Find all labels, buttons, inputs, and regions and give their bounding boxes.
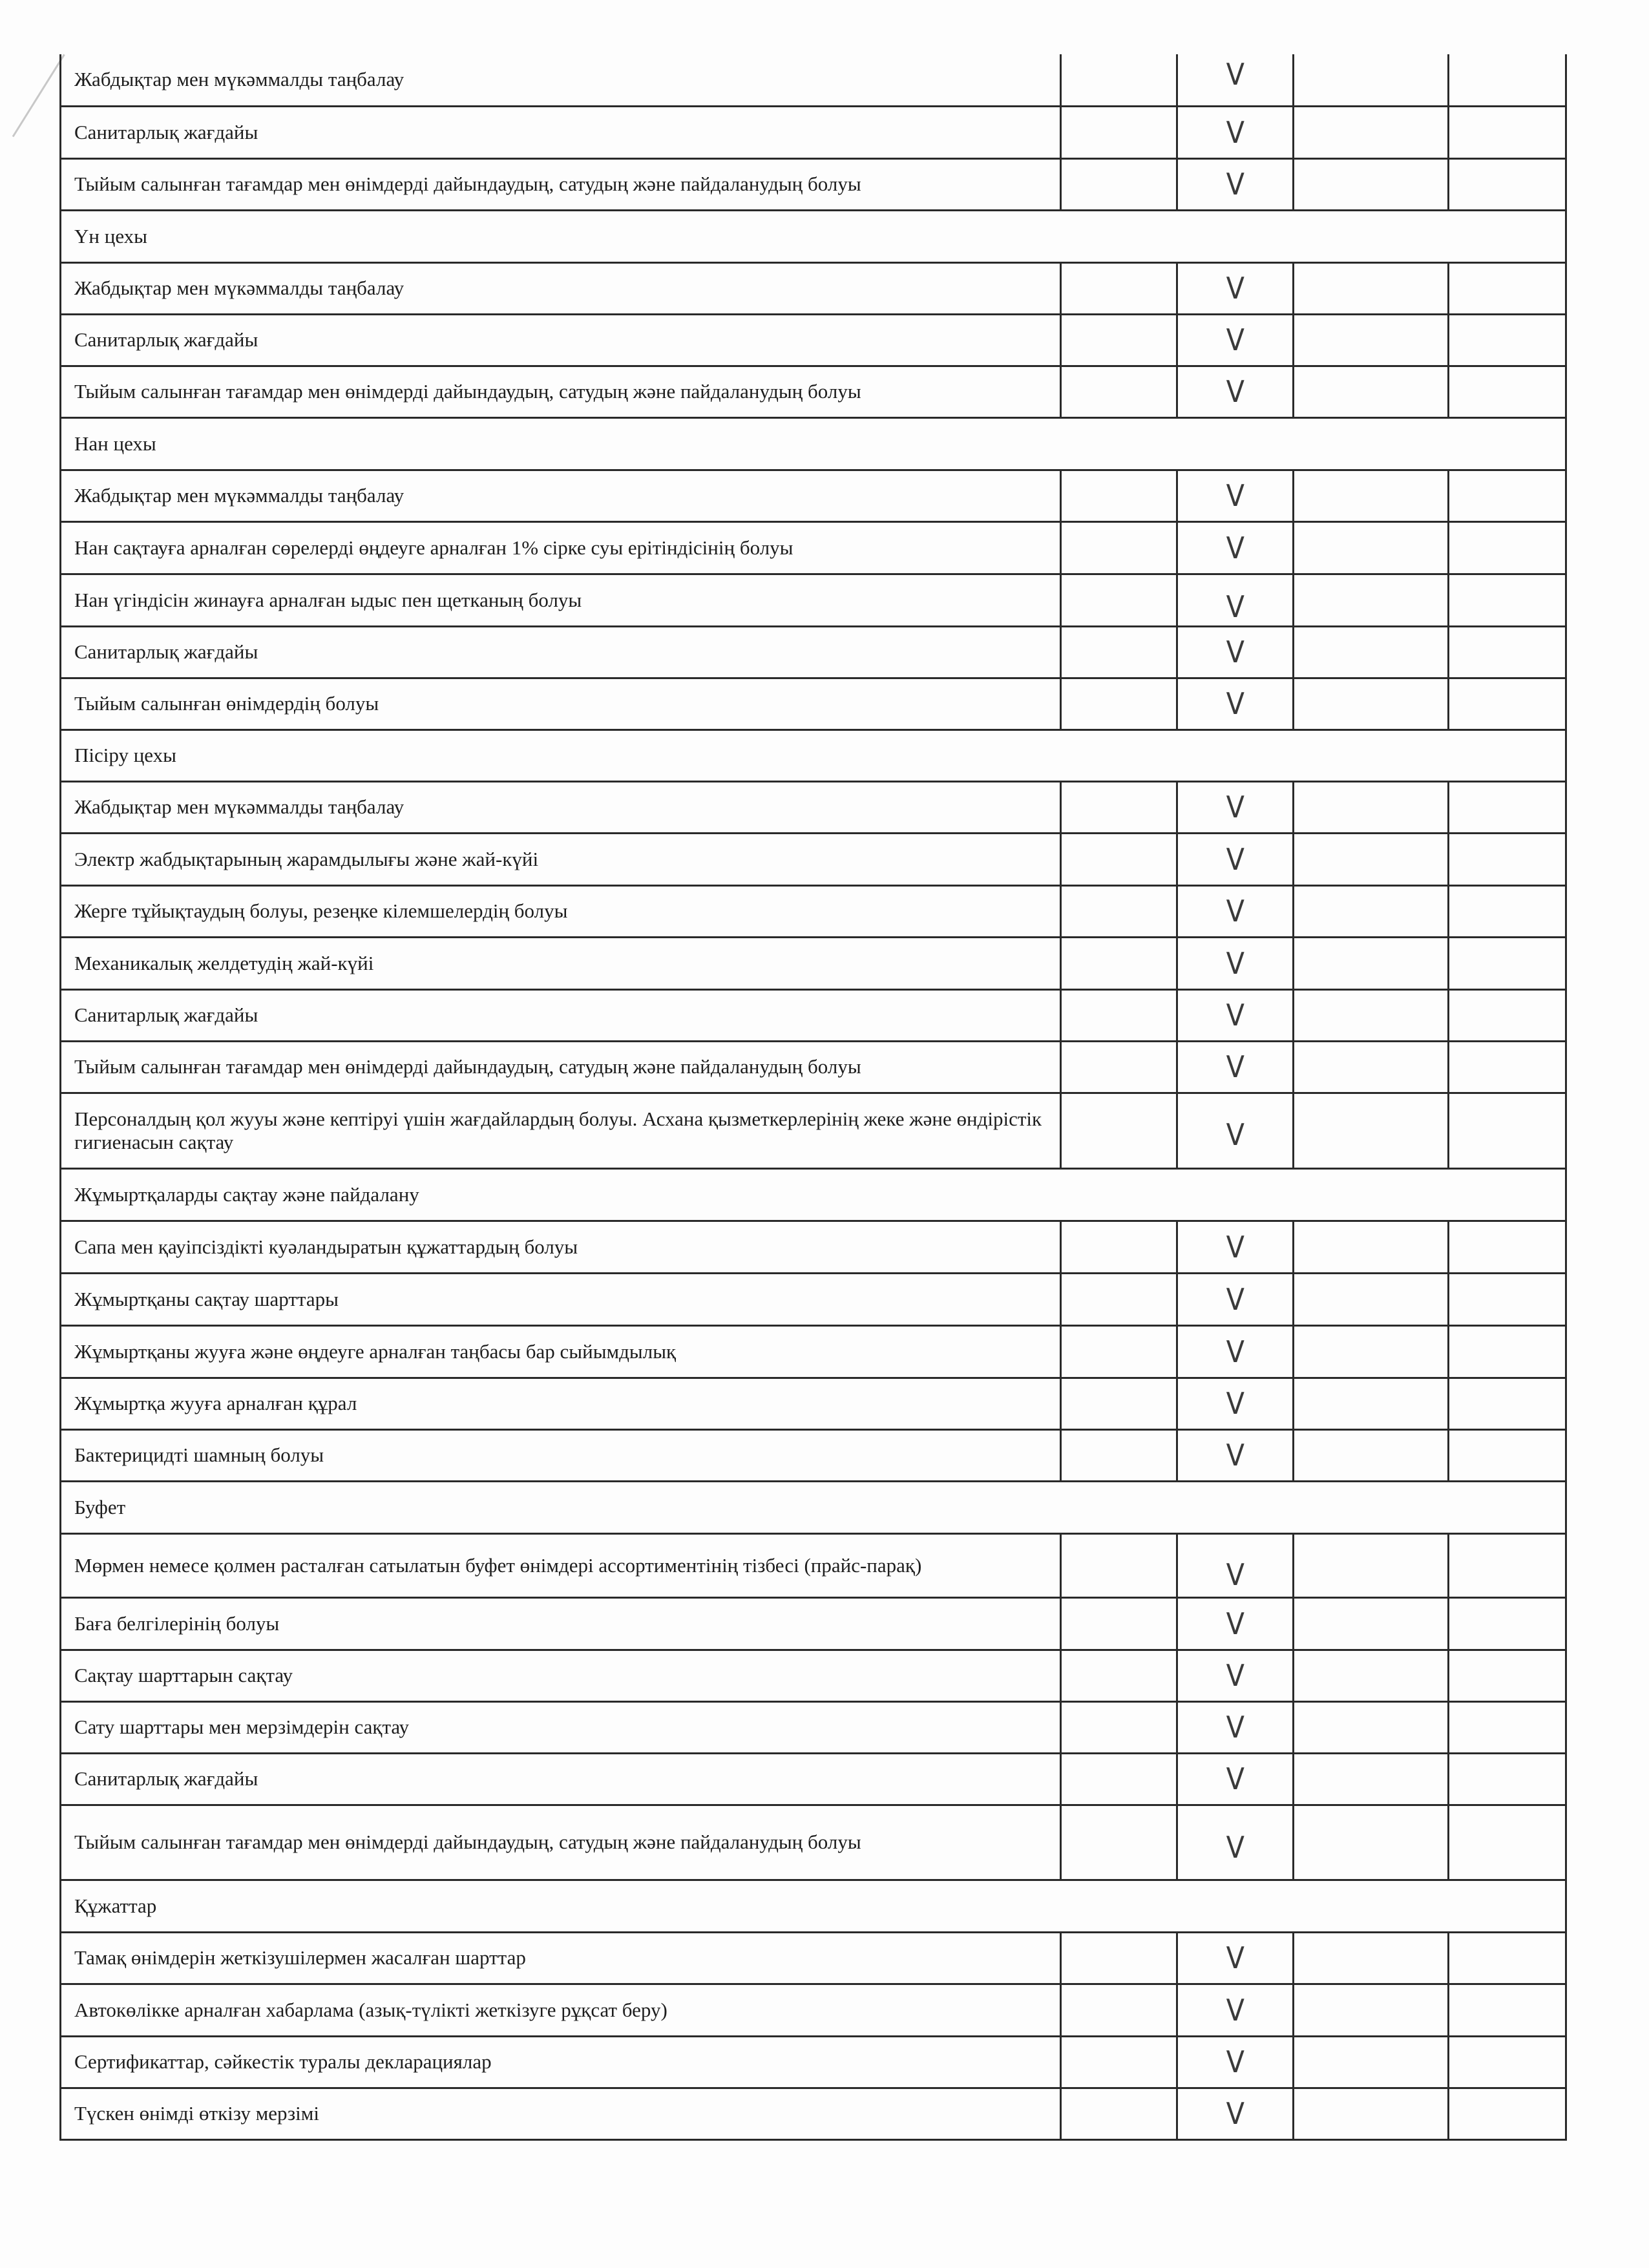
table-row (61, 314, 1566, 366)
table-row (61, 1805, 1566, 1880)
check-cell (1177, 1429, 1294, 1481)
check-cell (1177, 158, 1294, 210)
table-row (61, 106, 1566, 158)
check-mark: V (1226, 998, 1245, 1033)
check-mark: V (1226, 1281, 1245, 1317)
empty-cell (1449, 1429, 1566, 1481)
empty-cell (1294, 1325, 1449, 1378)
check-cell (1177, 1701, 1294, 1753)
empty-cell (1294, 262, 1449, 314)
criterion-text: Санитарлық жағдайы (61, 314, 1061, 366)
empty-cell (1294, 885, 1449, 937)
empty-cell (1061, 937, 1177, 989)
criterion-text: Жұмыртқаны жууға және өңдеуге арналған таңбасы бар сыйымдылық (61, 1325, 1061, 1378)
check-mark: V (1226, 2044, 1245, 2079)
check-cell (1177, 106, 1294, 158)
empty-cell (1061, 262, 1177, 314)
table-row (61, 470, 1566, 521)
empty-cell (1294, 1805, 1449, 1880)
criterion-text: Мөрмен немесе қолмен расталған сатылатын буфет өнімдері ассортиментінің тізбесі (прайс-парақ) (61, 1533, 1061, 1597)
empty-cell (1449, 574, 1566, 626)
check-mark: V (1226, 1438, 1245, 1473)
check-mark: V (1226, 57, 1245, 92)
check-mark: V (1226, 1710, 1245, 1745)
empty-cell (1449, 626, 1566, 678)
check-cell (1177, 1378, 1294, 1429)
check-cell (1177, 1221, 1294, 1273)
criterion-text: Нан сақтауға арналған сөрелерді өңдеуге арналған 1% сірке суы ерітіндісінің болуы (61, 521, 1061, 574)
criterion-text: Тыйым салынған тағамдар мен өнімдерді дайындаудың, сатудың және пайдаланудың болуы (61, 1041, 1061, 1093)
empty-cell (1294, 1093, 1449, 1168)
check-mark: V (1226, 1761, 1245, 1796)
empty-cell (1449, 54, 1566, 106)
empty-cell (1449, 1273, 1566, 1325)
check-mark: V (1226, 589, 1245, 624)
check-mark: V (1226, 894, 1245, 929)
empty-cell (1294, 833, 1449, 885)
table-row (61, 1041, 1566, 1093)
check-cell (1177, 1932, 1294, 1984)
criterion-text: Нан үгіндісін жинауға арналған ыдыс пен щетканың болуы (61, 574, 1061, 626)
check-cell (1177, 574, 1294, 626)
empty-cell (1294, 1984, 1449, 2036)
check-mark: V (1226, 1992, 1245, 2028)
empty-cell (1294, 470, 1449, 521)
empty-cell (1449, 1650, 1566, 1701)
criterion-text: Жабдықтар мен мүкәммалды таңбалау (61, 262, 1061, 314)
empty-cell (1061, 106, 1177, 158)
scan-corner-mark (12, 54, 65, 137)
check-cell (1177, 1984, 1294, 2036)
check-mark: V (1226, 1606, 1245, 1641)
empty-cell (1061, 1325, 1177, 1378)
empty-cell (1449, 262, 1566, 314)
check-mark: V (1226, 1334, 1245, 1369)
criterion-text: Тыйым салынған өнімдердің болуы (61, 678, 1061, 730)
empty-cell (1294, 106, 1449, 158)
empty-cell (1449, 521, 1566, 574)
empty-cell (1294, 1650, 1449, 1701)
empty-cell (1294, 1533, 1449, 1597)
criterion-text: Тыйым салынған тағамдар мен өнімдерді дайындаудың, сатудың және пайдаланудың болуы (61, 158, 1061, 210)
check-cell (1177, 1041, 1294, 1093)
empty-cell (1061, 1984, 1177, 2036)
empty-cell (1061, 1273, 1177, 1325)
check-mark: V (1226, 1658, 1245, 1693)
check-mark: V (1226, 114, 1245, 150)
empty-cell (1294, 1378, 1449, 1429)
table-row (61, 54, 1566, 106)
empty-cell (1294, 1701, 1449, 1753)
empty-cell (1061, 1041, 1177, 1093)
check-mark: V (1226, 635, 1245, 669)
empty-cell (1449, 1753, 1566, 1805)
empty-cell (1294, 1932, 1449, 1984)
criterion-text: Жабдықтар мен мүкәммалды таңбалау (61, 54, 1061, 106)
table-row (61, 1984, 1566, 2036)
empty-cell (1061, 1533, 1177, 1597)
empty-cell (1061, 366, 1177, 417)
check-cell (1177, 521, 1294, 574)
table-row (61, 781, 1566, 833)
empty-cell (1294, 781, 1449, 833)
empty-cell (1449, 833, 1566, 885)
empty-cell (1294, 366, 1449, 417)
empty-cell (1061, 521, 1177, 574)
empty-cell (1294, 1753, 1449, 1805)
empty-cell (1061, 1701, 1177, 1753)
check-mark: V (1226, 686, 1245, 721)
empty-cell (1061, 2088, 1177, 2139)
empty-cell (1061, 1378, 1177, 1429)
empty-cell (1294, 314, 1449, 366)
table-row (61, 1701, 1566, 1753)
criterion-text: Сертификаттар, сәйкестік туралы декларациялар (61, 2036, 1061, 2088)
empty-cell (1061, 1753, 1177, 1805)
section-heading: Үн цехы (61, 210, 1566, 262)
checklist-body (61, 54, 1566, 2139)
table-row (61, 2088, 1566, 2139)
table-row (61, 1325, 1566, 1378)
check-mark: V (1226, 322, 1245, 357)
empty-cell (1061, 1429, 1177, 1481)
check-cell (1177, 1753, 1294, 1805)
check-cell (1177, 1273, 1294, 1325)
check-mark: V (1226, 945, 1245, 981)
empty-cell (1061, 1221, 1177, 1273)
table-row (61, 885, 1566, 937)
section-row (61, 1880, 1566, 1932)
empty-cell (1449, 1221, 1566, 1273)
check-cell (1177, 833, 1294, 885)
check-cell (1177, 989, 1294, 1041)
empty-cell (1294, 678, 1449, 730)
empty-cell (1449, 1325, 1566, 1378)
criterion-text: Тамақ өнімдерін жеткізушілермен жасалған шарттар (61, 1932, 1061, 1984)
empty-cell (1294, 158, 1449, 210)
criterion-text: Санитарлық жағдайы (61, 1753, 1061, 1805)
criterion-text: Сапа мен қауіпсіздікті куәландыратын құжаттардың болуы (61, 1221, 1061, 1273)
criterion-text: Сақтау шарттарын сақтау (61, 1650, 1061, 1701)
criterion-text: Жұмыртқаны сақтау шарттары (61, 1273, 1061, 1325)
table-row (61, 262, 1566, 314)
empty-cell (1449, 1805, 1566, 1880)
empty-cell (1449, 885, 1566, 937)
check-cell (1177, 1650, 1294, 1701)
empty-cell (1061, 574, 1177, 626)
section-heading: Пісіру цехы (61, 730, 1566, 781)
empty-cell (1449, 106, 1566, 158)
check-cell (1177, 470, 1294, 521)
criterion-text: Санитарлық жағдайы (61, 989, 1061, 1041)
empty-cell (1449, 678, 1566, 730)
empty-cell (1061, 1932, 1177, 1984)
check-mark: V (1226, 1117, 1245, 1152)
table-row (61, 366, 1566, 417)
criterion-text: Механикалық желдетудің жай-күйі (61, 937, 1061, 989)
check-mark: V (1226, 1557, 1245, 1592)
empty-cell (1449, 1093, 1566, 1168)
criterion-text: Автокөлікке арналған хабарлама (азық-түлікті жеткізуге рұқсат беру) (61, 1984, 1061, 2036)
check-mark: V (1226, 1940, 1245, 1975)
table-row (61, 1533, 1566, 1597)
empty-cell (1449, 2036, 1566, 2088)
check-cell (1177, 885, 1294, 937)
empty-cell (1449, 1984, 1566, 2036)
check-mark: V (1226, 530, 1245, 565)
table-row (61, 574, 1566, 626)
check-cell (1177, 314, 1294, 366)
table-row (61, 1378, 1566, 1429)
check-cell (1177, 626, 1294, 678)
table-row (61, 1221, 1566, 1273)
empty-cell (1449, 158, 1566, 210)
table-row (61, 626, 1566, 678)
table-row (61, 521, 1566, 574)
section-heading: Нан цехы (61, 417, 1566, 470)
check-mark: V (1226, 1049, 1245, 1084)
empty-cell (1449, 2088, 1566, 2139)
section-row (61, 730, 1566, 781)
empty-cell (1294, 1429, 1449, 1481)
checklist-sheet (59, 54, 1565, 2141)
empty-cell (1061, 989, 1177, 1041)
empty-cell (1294, 574, 1449, 626)
section-heading: Жұмыртқаларды сақтау және пайдалану (61, 1168, 1566, 1221)
check-cell (1177, 1597, 1294, 1650)
empty-cell (1449, 470, 1566, 521)
table-row (61, 1093, 1566, 1168)
table-row (61, 833, 1566, 885)
section-heading: Құжаттар (61, 1880, 1566, 1932)
empty-cell (1294, 1273, 1449, 1325)
section-row (61, 417, 1566, 470)
check-cell (1177, 2036, 1294, 2088)
check-cell (1177, 1325, 1294, 1378)
table-row (61, 1650, 1566, 1701)
check-cell (1177, 262, 1294, 314)
empty-cell (1294, 626, 1449, 678)
empty-cell (1061, 1650, 1177, 1701)
table-row (61, 1273, 1566, 1325)
empty-cell (1294, 2088, 1449, 2139)
empty-cell (1061, 1805, 1177, 1880)
check-cell (1177, 678, 1294, 730)
empty-cell (1449, 1932, 1566, 1984)
empty-cell (1449, 1597, 1566, 1650)
table-row (61, 2036, 1566, 2088)
check-mark: V (1226, 478, 1245, 513)
empty-cell (1449, 1041, 1566, 1093)
empty-cell (1061, 314, 1177, 366)
section-row (61, 210, 1566, 262)
empty-cell (1294, 1597, 1449, 1650)
empty-cell (1449, 989, 1566, 1041)
check-mark: V (1226, 271, 1245, 306)
criterion-text: Жабдықтар мен мүкәммалды таңбалау (61, 470, 1061, 521)
empty-cell (1061, 781, 1177, 833)
check-cell (1177, 2088, 1294, 2139)
check-mark: V (1226, 2096, 1245, 2131)
check-mark: V (1226, 1229, 1245, 1265)
empty-cell (1294, 1221, 1449, 1273)
check-mark: V (1226, 167, 1245, 202)
table-row (61, 678, 1566, 730)
empty-cell (1061, 833, 1177, 885)
empty-cell (1449, 937, 1566, 989)
section-row (61, 1168, 1566, 1221)
section-row (61, 1481, 1566, 1533)
empty-cell (1294, 989, 1449, 1041)
empty-cell (1061, 678, 1177, 730)
criterion-text: Баға белгілерінің болуы (61, 1597, 1061, 1650)
empty-cell (1061, 885, 1177, 937)
criterion-text: Сату шарттары мен мерзімдерін сақтау (61, 1701, 1061, 1753)
criterion-text: Электр жабдықтарының жарамдылығы және жай-күйі (61, 833, 1061, 885)
empty-cell (1449, 366, 1566, 417)
criterion-text: Санитарлық жағдайы (61, 626, 1061, 678)
check-mark: V (1226, 1830, 1245, 1865)
check-cell (1177, 1805, 1294, 1880)
empty-cell (1061, 54, 1177, 106)
checklist-table (59, 54, 1567, 2141)
empty-cell (1449, 781, 1566, 833)
check-mark: V (1226, 374, 1245, 409)
check-cell (1177, 1093, 1294, 1168)
empty-cell (1061, 1093, 1177, 1168)
check-mark: V (1226, 790, 1245, 824)
empty-cell (1061, 1597, 1177, 1650)
table-row (61, 1597, 1566, 1650)
empty-cell (1449, 1533, 1566, 1597)
empty-cell (1294, 54, 1449, 106)
table-row (61, 1753, 1566, 1805)
criterion-text: Санитарлық жағдайы (61, 106, 1061, 158)
empty-cell (1061, 626, 1177, 678)
criterion-text: Тыйым салынған тағамдар мен өнімдерді дайындаудың, сатудың және пайдаланудың болуы (61, 1805, 1061, 1880)
empty-cell (1449, 1701, 1566, 1753)
empty-cell (1061, 2036, 1177, 2088)
criterion-text: Жабдықтар мен мүкәммалды таңбалау (61, 781, 1061, 833)
table-row (61, 158, 1566, 210)
criterion-text: Бактерицидті шамның болуы (61, 1429, 1061, 1481)
empty-cell (1294, 937, 1449, 989)
empty-cell (1294, 521, 1449, 574)
criterion-text: Персоналдың қол жууы және кептіруі үшін жағдайлардың болуы. Асхана қызметкерлерінің жеке және өндірістік гигиенасын сақтау (61, 1093, 1061, 1168)
check-cell (1177, 54, 1294, 106)
empty-cell (1061, 158, 1177, 210)
criterion-text: Тыйым салынған тағамдар мен өнімдерді дайындаудың, сатудың және пайдаланудың болуы (61, 366, 1061, 417)
check-mark: V (1226, 841, 1245, 877)
check-cell (1177, 937, 1294, 989)
criterion-text: Жұмыртқа жууға арналған құрал (61, 1378, 1061, 1429)
section-heading: Буфет (61, 1481, 1566, 1533)
check-mark: V (1226, 1386, 1245, 1421)
empty-cell (1449, 1378, 1566, 1429)
empty-cell (1449, 314, 1566, 366)
table-row (61, 1932, 1566, 1984)
check-cell (1177, 781, 1294, 833)
criterion-text: Жерге тұйықтаудың болуы, резеңке кілемшелердің болуы (61, 885, 1061, 937)
table-row (61, 989, 1566, 1041)
table-row (61, 1429, 1566, 1481)
empty-cell (1294, 1041, 1449, 1093)
check-cell (1177, 1533, 1294, 1597)
table-row (61, 937, 1566, 989)
criterion-text: Түскен өнімді өткізу мерзімі (61, 2088, 1061, 2139)
check-cell (1177, 366, 1294, 417)
empty-cell (1061, 470, 1177, 521)
empty-cell (1294, 2036, 1449, 2088)
